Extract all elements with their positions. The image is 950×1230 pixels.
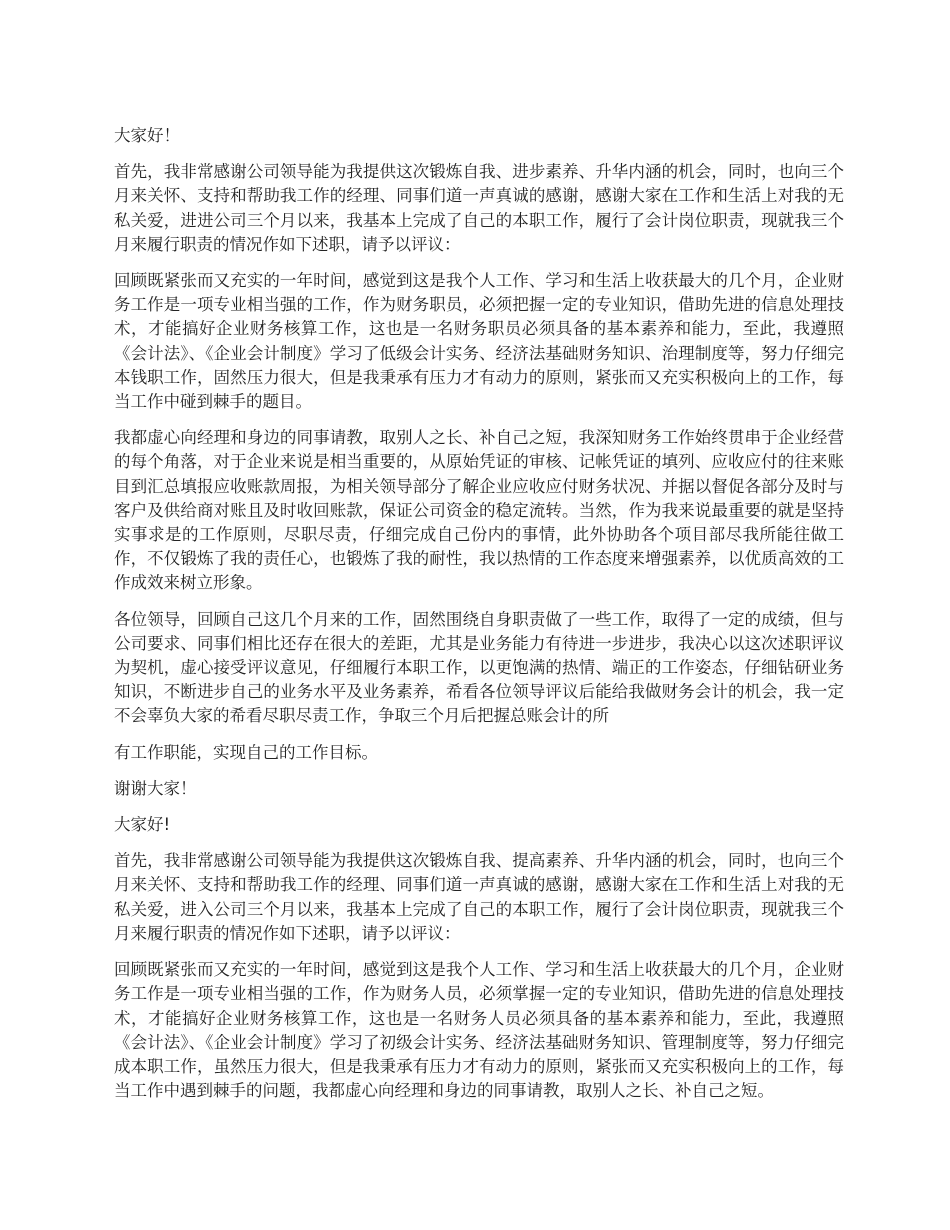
paragraph-review: 回顾既紧张而又充实的一年时间，感觉到这是我个人工作、学习和生活上收获最大的几个月，企业财务工作是一项专业相当强的工作，作为财务职员，必须把握一定的专业知识，借助先进的信息处理技术，才能搞好企业财务核算工作，这也是一名财务职员必须具备的基本素养和能力，至此，我遵照《会计法》、《企业会计制度》学习了低级会计实务、经济法基础财务知识、治理制度等，努力仔细完本钱职工作，固然压力很大，但是我秉承有压力才有动力的原则，紧张而又充实积极向上的工作，每当工作中碰到棘手的题目。 <box>114 271 844 412</box>
paragraph-intro-second: 首先，我非常感谢公司领导能为我提供这次锻炼自我、提高素养、升华内涵的机会，同时，也向三个月来关怀、支持和帮助我工作的经理、同事们道一声真诚的感谢，感谢大家在工作和生活上对我的无私关爱，进入公司三个月以来，我基本上完成了自己的本职工作，履行了会计岗位职责，现就我三个月来履行职责的情况作如下述职，请予以评议： <box>114 851 844 943</box>
greeting: 大家好！ <box>114 126 180 145</box>
paragraph-intro: 首先，我非常感谢公司领导能为我提供这次锻炼自我、进步素养、升华内涵的机会，同时，也向三个月来关怀、支持和帮助我工作的经理、同事们道一声真诚的感谢，感谢大家在工作和生活上对我的无私关爱，进进公司三个月以来，我基本上完成了自己的本职工作，履行了会计岗位职责，现就我三个月来履行职责的情况作如下述职，请予以评议： <box>114 162 844 254</box>
greeting-second: 大家好! <box>114 815 171 835</box>
paragraph-commitment: 各位领导，回顾自己这几个月来的工作，固然围绕自身职责做了一些工作，取得了一定的成绩，但与公司要求、同事们相比还存在很大的差距，尤其是业务能力有待进一步进步，我决心以这次述职评议为契机，虚心接受评议意见，仔细履行本职工作，以更饱满的热情、端正的工作姿态，仔细钻研业务知识，不断进步自己的业务水平及业务素养，希看各位领导评议后能给我做财务会计的机会，我一定不会辜负大家的希看尽职尽责工作，争取三个月后把握总账会计的所 <box>114 609 844 726</box>
paragraph-learning: 我都虚心向经理和身边的同事请教，取别人之长、补自己之短，我深知财务工作始终贯串于企业经营的每个角落，对于企业来说是相当重要的，从原始凭证的审核、记帐凭证的填列、应收应付的往来账目到汇总填报应收账款周报，为相关领导部分了解企业应收应付财务状况、并据以督促各部分及时与客户及供给商对账且及时收回账款，保证公司资金的稳定流转。当然，作为我来说最重要的就是坚持实事求是的工作原则，尽职尽责，仔细完成自己份内的事情，此外协助各个项目部尽我所能往做工作，不仅锻炼了我的责任心，也锻炼了我的耐性，我以热情的工作态度来增强素养，以优质高效的工作成效来树立形象。 <box>114 428 844 593</box>
paragraph-review-second: 回顾既紧张而又充实的一年时间，感觉到这是我个人工作、学习和生活上收获最大的几个月，企业财务工作是一项专业相当强的工作，作为财务人员，必须掌握一定的专业知识，借助先进的信息处理技术，才能搞好企业财务核算工作，这也是一名财务人员必须具备的基本素养和能力，至此，我遵照《会计法》、《企业会计制度》学习了初级会计实务、经济法基础财务知识、管理制度等，努力仔细完成本职工作，虽然压力很大，但是我秉承有压力才有动力的原则，紧张而又充实积极向上的工作，每当工作中遇到棘手的问题，我都虚心向经理和身边的同事请教，取别人之长、补自己之短。 <box>114 960 844 1101</box>
document-body <box>114 124 844 1115</box>
paragraph-goal: 有工作职能，实现自己的工作目标。 <box>114 742 378 762</box>
closing-thanks: 谢谢大家！ <box>114 778 197 798</box>
